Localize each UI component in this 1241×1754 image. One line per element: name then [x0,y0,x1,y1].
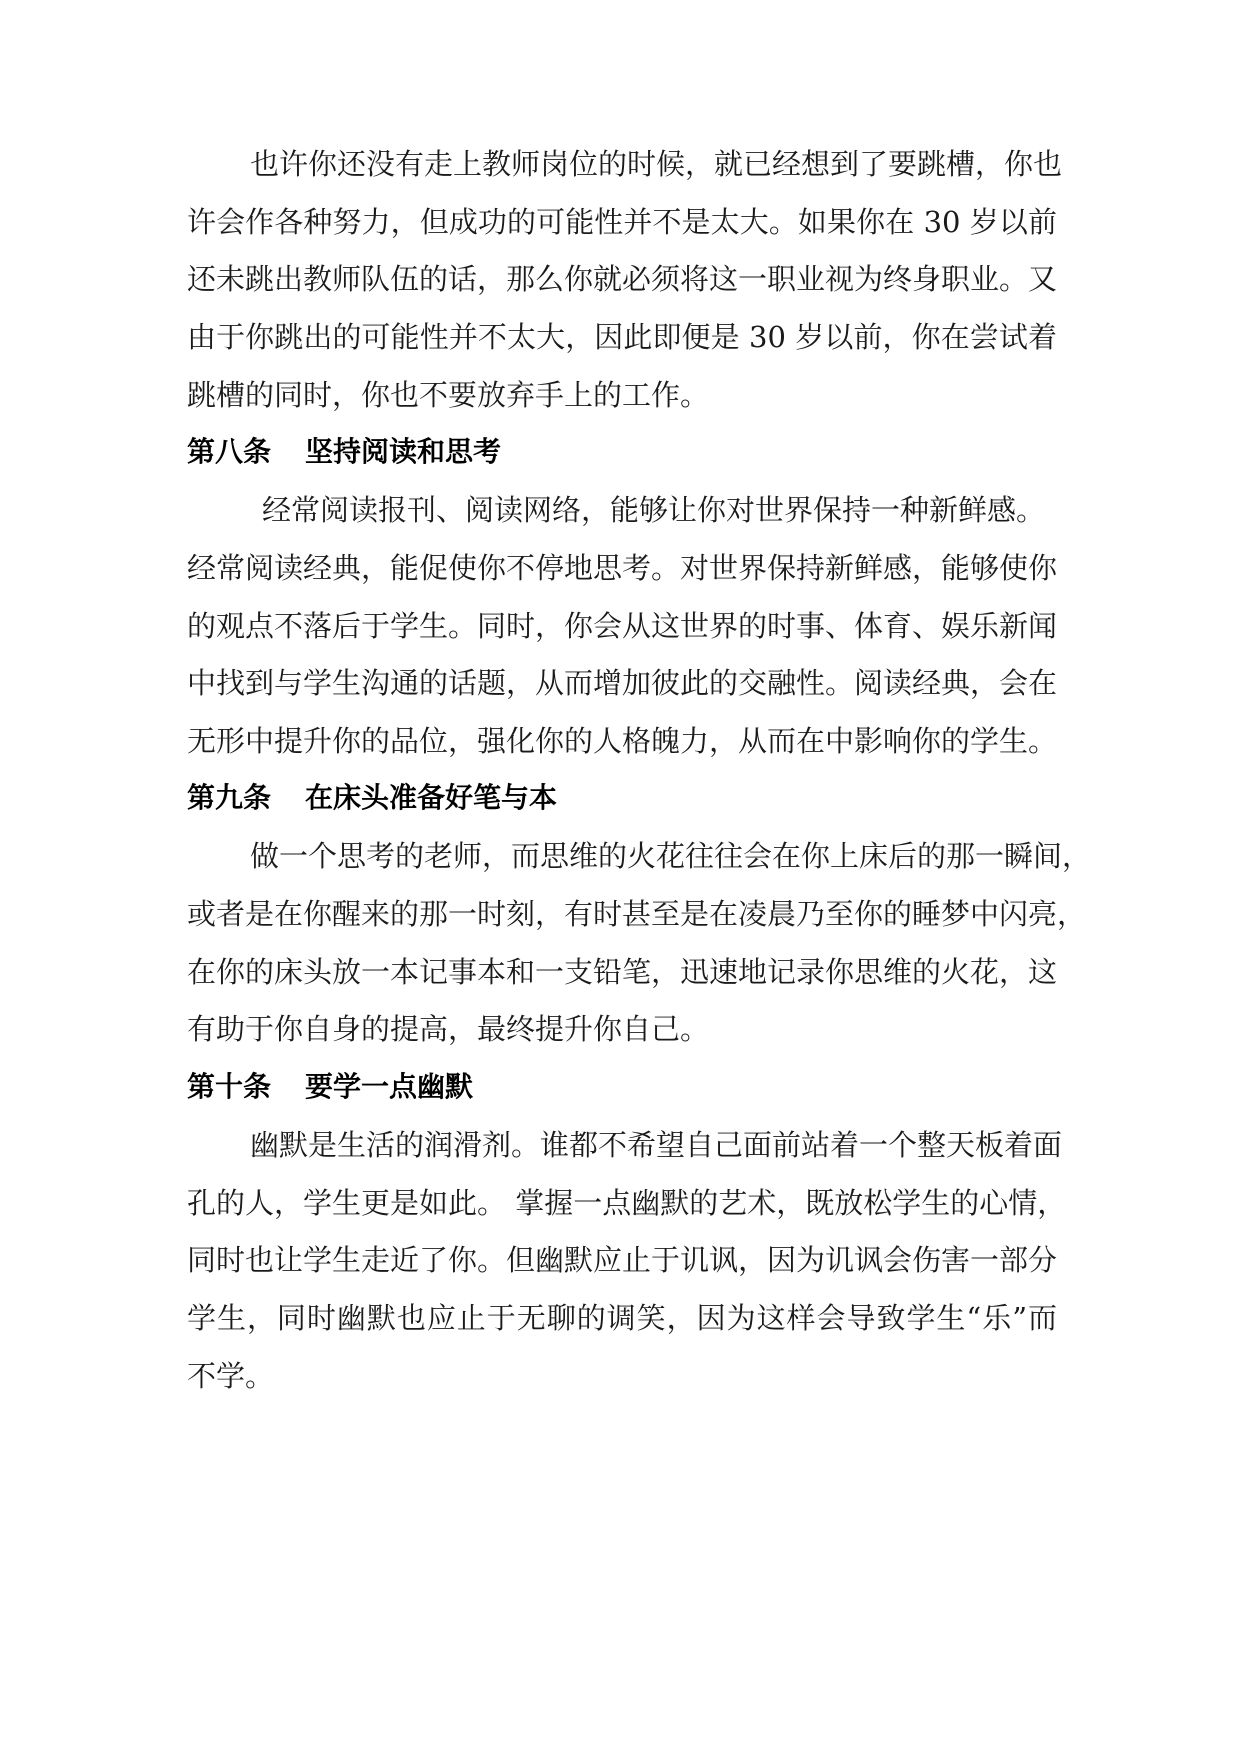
section-number: 第十条 [187,1070,272,1103]
paragraph-line: 或者是在你醒来的那一时刻，有时甚至是在凌晨乃至你的睡梦中闪亮， [187,897,1087,931]
paragraph-line: 同时也让学生走近了你。但幽默应止于讥讽，因为讥讽会伤害一部分 [187,1243,1058,1277]
paragraph-line: 还未跳出教师队伍的话，那么你就必须将这一职业视为终身职业。又 [187,262,1058,296]
paragraph-line: 做一个思考的老师，而思维的火花往往会在你上床后的那一瞬间， [250,839,1092,873]
paragraph-line: 由于你跳出的可能性并不太大，因此即便是 30 岁以前，你在尝试着 [187,320,1057,354]
paragraph-line: 无形中提升你的品位，强化你的人格魄力，从而在中影响你的学生。 [187,724,1058,758]
section-number: 第八条 [187,435,272,468]
section-heading-10 [187,1067,473,1107]
paragraph-line: 不学。 [187,1359,275,1393]
paragraph-line: 也许你还没有走上教师岗位的时候，就已经想到了要跳槽，你也 [250,147,1063,181]
paragraph-line: 经常阅读经典，能促使你不停地思考。对世界保持新鲜感，能够使你 [187,551,1058,585]
paragraph-line: 学生，同时幽默也应止于无聊的调笑，因为这样会导致学生“乐”而 [187,1301,1057,1335]
section-number: 第九条 [187,781,272,814]
paragraph-line: 在你的床头放一本记事本和一支铅笔，迅速地记录你思维的火花，这 [187,955,1058,989]
paragraph-line: 有助于你自身的提高，最终提升你自己。 [187,1012,710,1046]
section-title: 要学一点幽默 [305,1070,474,1103]
paragraph-line: 跳槽的同时，你也不要放弃手上的工作。 [187,378,710,412]
paragraph-line: 经常阅读报刊、阅读网络，能够让你对世界保持一种新鲜感。 [262,493,1046,527]
paragraph-line: 许会作各种努力，但成功的可能性并不是太大。如果你在 30 岁以前 [187,205,1057,239]
section-heading-9 [187,778,557,818]
paragraph-line: 幽默是生活的润滑剂。谁都不希望自己面前站着一个整天板着面 [250,1128,1063,1162]
paragraph-line: 的观点不落后于学生。同时，你会从这世界的时事、体育、娱乐新闻 [187,609,1058,643]
paragraph-line: 孔的人，学生更是如此。 掌握一点幽默的艺术，既放松学生的心情， [187,1186,1067,1220]
section-title: 在床头准备好笔与本 [305,781,558,814]
paragraph-line: 中找到与学生沟通的话题，从而增加彼此的交融性。阅读经典，会在 [187,666,1058,700]
section-title: 坚持阅读和思考 [305,435,502,468]
section-heading-8 [187,432,501,472]
